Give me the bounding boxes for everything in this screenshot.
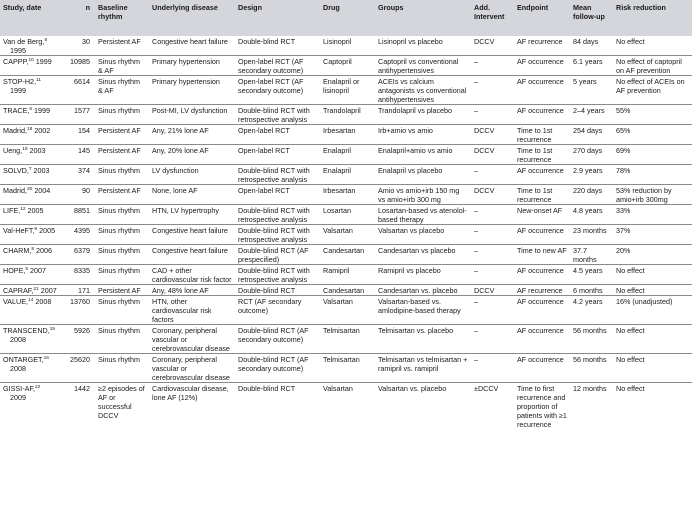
cell-n: 5926 [74, 326, 90, 335]
cell-disease: Congestive heart failure [152, 37, 228, 46]
cell-design: Double-blind RCT [238, 286, 296, 295]
cell-reduction: 33% [616, 206, 631, 215]
cell-groups: Telmisartan vs telmisartan + ramipril vs. ramipril [378, 355, 468, 373]
cell-reduction: 65% [616, 126, 631, 135]
cell-drug: Lisinopril [323, 37, 352, 46]
cell-drug: Enalapril [323, 146, 351, 155]
cell-drug: Valsartan [323, 384, 353, 393]
cell-intervent: – [474, 57, 478, 66]
cell-rhythm: Sinus rhythm [98, 326, 140, 335]
header-followup: Mean follow-up [570, 0, 613, 36]
cell-endpoint: AF occurrence [517, 355, 564, 364]
study-year: 2002 [34, 126, 51, 135]
study-name: ONTARGET, [3, 355, 44, 364]
cell-disease: Any, 21% lone AF [152, 126, 209, 135]
cell-design: Double-blind RCT (AF prespecified) [238, 246, 309, 264]
cell-followup: 37.7 months [573, 246, 597, 264]
table-row [0, 76, 692, 105]
cell-study [0, 205, 60, 225]
cell-groups: ACEIs vs calcium antagonists vs conventional antihypertensives [378, 77, 467, 104]
cell-reduction: 53% reduction by amio+irb 300mg [616, 186, 672, 204]
cell-reduction: No effect of ACEIs on AF prevention [616, 77, 685, 95]
cell-followup: 4.8 years [573, 206, 603, 215]
cell-reduction: No effect [616, 286, 645, 295]
study-name: Madrid, [3, 126, 27, 135]
cell-n: 4395 [74, 226, 90, 235]
cell-drug: Irbesartan [323, 126, 356, 135]
cell-groups: Losartan-based vs atenolol-based therapy [378, 206, 467, 224]
study-name: GISSI-AF, [3, 384, 35, 393]
cell-rhythm: Sinus rhythm [98, 355, 140, 364]
cell-followup: 2–4 years [573, 106, 605, 115]
cell-drug: Valsartan [323, 226, 353, 235]
cell-drug: Candesartan [323, 286, 365, 295]
cell-disease: LV dysfunction [152, 166, 199, 175]
cell-rhythm: Sinus rhythm [98, 226, 140, 235]
cell-disease: Primary hypertension [152, 57, 220, 66]
cell-study [0, 56, 60, 76]
cell-n: 145 [78, 146, 90, 155]
cell-rhythm: Sinus rhythm & AF [98, 77, 140, 95]
cell-groups: Enalapril+amio vs amio [378, 146, 453, 155]
cell-study [0, 296, 60, 325]
cell-endpoint: AF occurrence [517, 226, 564, 235]
cell-disease: Any, 20% lone AF [152, 146, 209, 155]
cell-study [0, 76, 60, 105]
cell-study [0, 265, 60, 285]
study-year: 1999 [10, 86, 26, 95]
study-year: 2004 [34, 186, 51, 195]
study-name: VALUE, [3, 297, 29, 306]
table-row [0, 265, 692, 285]
study-name: Val-HeFT, [3, 226, 35, 235]
study-reference: 19 [22, 147, 28, 152]
study-year: 2009 [10, 393, 26, 402]
cell-followup: 6.1 years [573, 57, 603, 66]
cell-n: 1577 [74, 106, 90, 115]
header-study: Study, date [0, 0, 60, 36]
study-name: TRACE, [3, 106, 30, 115]
study-reference: 15 [49, 327, 56, 332]
cell-groups: Captopril vs conventional antihypertensives [378, 57, 459, 75]
study-reference: 9 [34, 227, 38, 232]
cell-n: 6614 [74, 77, 90, 86]
table-header [0, 0, 692, 36]
cell-groups: Trandolapril vs placebo [378, 106, 453, 115]
cell-drug: Captopril [323, 57, 352, 66]
table-row [0, 125, 692, 145]
cell-drug: Enalapril or lisinopril [323, 77, 360, 95]
cell-design: Double-blind RCT with retrospective analysis [238, 226, 310, 244]
study-reference: 8 [31, 247, 35, 252]
cell-groups: Ramipril vs placebo [378, 266, 441, 275]
cell-reduction: 20% [616, 246, 631, 255]
cell-endpoint: New-onset AF [517, 206, 563, 215]
cell-endpoint: AF occurrence [517, 106, 564, 115]
cell-drug: Valsartan [323, 297, 353, 306]
cell-rhythm: Sinus rhythm [98, 246, 140, 255]
cell-n: 13760 [70, 297, 90, 306]
cell-followup: 4.5 years [573, 266, 603, 275]
study-name: Van de Berg, [3, 37, 45, 46]
cell-design: Double-blind RCT (AF secondary outcome) [238, 326, 309, 344]
cell-endpoint: AF occurrence [517, 166, 564, 175]
table-body [0, 36, 692, 429]
cell-design: Double-blind RCT (AF secondary outcome) [238, 355, 309, 373]
cell-followup: 220 days [573, 186, 603, 195]
cell-reduction: No effect [616, 384, 645, 393]
cell-groups: Candesartan vs placebo [378, 246, 456, 255]
cell-reduction: No effect [616, 266, 645, 275]
study-year: 2007 [40, 286, 57, 295]
cell-endpoint: Time to 1st recurrence [517, 186, 553, 204]
study-reference: 7 [28, 167, 32, 172]
cell-endpoint: AF occurrence [517, 266, 564, 275]
cell-endpoint: Time to first recurrence and proportion of patients with ≥1 recurrence [517, 384, 567, 429]
header-design: Design [235, 0, 320, 36]
cell-intervent: – [474, 355, 478, 364]
cell-intervent: – [474, 106, 478, 115]
study-reference: 21 [33, 287, 39, 292]
cell-drug: Telmisartan [323, 326, 360, 335]
study-year: 2008 [10, 364, 26, 373]
table-row [0, 383, 692, 430]
study-name: Ueng, [3, 146, 23, 155]
cell-study [0, 145, 60, 165]
header-n: n [60, 0, 95, 36]
cell-drug: Telmisartan [323, 355, 360, 364]
cell-intervent: – [474, 326, 478, 335]
table-row [0, 225, 692, 245]
cell-rhythm: Sinus rhythm [98, 297, 140, 306]
cell-rhythm: Persistent AF [98, 286, 141, 295]
cell-rhythm: Sinus rhythm & AF [98, 57, 140, 75]
cell-design: Double-blind RCT with retrospective analysis [238, 206, 310, 224]
cell-reduction: No effect [616, 326, 645, 335]
cell-intervent: – [474, 166, 478, 175]
cell-endpoint: AF occurrence [517, 57, 564, 66]
cell-design: Open-label RCT [238, 146, 290, 155]
cell-intervent: DCCV [474, 286, 495, 295]
header-disease: Underlying disease [149, 0, 235, 36]
cell-drug: Ramipril [323, 266, 350, 275]
cell-design: Open-label RCT [238, 186, 290, 195]
cell-reduction: 78% [616, 166, 631, 175]
cell-rhythm: Sinus rhythm [98, 106, 140, 115]
cell-endpoint: AF recurrence [517, 37, 563, 46]
cell-study [0, 285, 60, 296]
study-year: 1999 [34, 106, 51, 115]
cell-design: Open-label RCT (AF secondary outcome) [238, 77, 304, 95]
study-year: 2007 [30, 266, 47, 275]
cell-design: Double-blind RCT [238, 384, 296, 393]
cell-n: 25620 [70, 355, 90, 364]
cell-n: 171 [78, 286, 90, 295]
cell-followup: 270 days [573, 146, 603, 155]
study-reference: 16 [43, 356, 49, 361]
cell-study [0, 245, 60, 265]
study-year: 2003 [33, 166, 50, 175]
table-row [0, 145, 692, 165]
cell-n: 8335 [74, 266, 90, 275]
study-reference: 8 [44, 38, 48, 43]
table-row [0, 325, 692, 354]
study-name: STOP-H2, [3, 77, 37, 86]
cell-reduction: 69% [616, 146, 631, 155]
cell-n: 1442 [74, 384, 90, 393]
cell-disease: Congestive heart failure [152, 246, 228, 255]
cell-reduction: No effect of captopril on AF prevention [616, 57, 682, 75]
cell-endpoint: AF occurrence [517, 326, 564, 335]
study-reference: 18 [26, 127, 33, 132]
cell-rhythm: Persistent AF [98, 126, 141, 135]
table-row [0, 185, 692, 205]
cell-drug: Trandolapril [323, 106, 361, 115]
cell-design: RCT (AF secondary outcome) [238, 297, 302, 315]
cell-intervent: – [474, 297, 478, 306]
cell-design: Open-label RCT (AF secondary outcome) [238, 57, 304, 75]
study-year: 2005 [27, 206, 44, 215]
cell-groups: Valsartan vs placebo [378, 226, 445, 235]
cell-intervent: DCCV [474, 146, 495, 155]
table-row [0, 56, 692, 76]
cell-drug: Candesartan [323, 246, 365, 255]
cell-groups: Enalapril vs placebo [378, 166, 443, 175]
cell-endpoint: Time to 1st recurrence [517, 146, 553, 164]
study-reference: 20 [26, 187, 33, 192]
cell-drug: Losartan [323, 206, 351, 215]
cell-n: 154 [78, 126, 90, 135]
study-year: 2008 [10, 335, 26, 344]
cell-groups: Lisinopril vs placebo [378, 37, 443, 46]
cell-intervent: – [474, 206, 478, 215]
study-reference: 10 [28, 58, 34, 63]
cell-followup: 84 days [573, 37, 599, 46]
cell-n: 90 [82, 186, 90, 195]
cell-followup: 254 days [573, 126, 603, 135]
study-year: 2008 [35, 297, 52, 306]
cell-followup: 2.9 years [573, 166, 603, 175]
table-row [0, 296, 692, 325]
cell-intervent: DCCV [474, 186, 495, 195]
study-reference: 11 [36, 78, 42, 83]
header-drug: Drug [320, 0, 375, 36]
cell-design: Double-blind RCT [238, 37, 296, 46]
cell-n: 6379 [74, 246, 90, 255]
cell-drug: Enalapril [323, 166, 351, 175]
cell-study [0, 225, 60, 245]
cell-study [0, 354, 60, 383]
cell-reduction: No effect [616, 37, 645, 46]
cell-endpoint: AF occurrence [517, 77, 564, 86]
study-name: LIFE, [3, 206, 21, 215]
cell-study [0, 325, 60, 354]
study-name: Madrid, [3, 186, 27, 195]
study-name: TRANSCEND, [3, 326, 50, 335]
table-row [0, 205, 692, 225]
table-row [0, 245, 692, 265]
cell-design: Double-blind RCT with retrospective analysis [238, 106, 310, 124]
cell-disease: Any, 48% lone AF [152, 286, 209, 295]
cell-study [0, 165, 60, 185]
study-year: 2006 [36, 246, 53, 255]
table-row [0, 354, 692, 383]
cell-followup: 56 months [573, 355, 607, 364]
study-year: 2003 [29, 146, 46, 155]
cell-reduction: 37% [616, 226, 631, 235]
study-name: CHARM, [3, 246, 32, 255]
cell-groups: Telmisartan vs. placebo [378, 326, 454, 335]
study-reference: 6 [29, 107, 33, 112]
cell-endpoint: Time to new AF [517, 246, 567, 255]
cell-design: Open-label RCT [238, 126, 290, 135]
cell-rhythm: Persistent AF [98, 37, 141, 46]
table-row [0, 105, 692, 125]
header-rhythm: Baseline rhythm [95, 0, 149, 36]
cell-followup: 12 months [573, 384, 607, 393]
cell-n: 10985 [70, 57, 90, 66]
study-reference: 22 [34, 385, 41, 390]
study-name: CAPPP, [3, 57, 29, 66]
study-name: HOPE, [3, 266, 26, 275]
cell-rhythm: Sinus rhythm [98, 166, 140, 175]
table-row [0, 165, 692, 185]
cell-design: Double-blind RCT with retrospective analysis [238, 166, 310, 184]
cell-groups: Irb+amio vs amio [378, 126, 433, 135]
cell-followup: 56 months [573, 326, 607, 335]
cell-followup: 5 years [573, 77, 597, 86]
cell-intervent: – [474, 246, 478, 255]
cell-design: Double-blind RCT with retrospective analysis [238, 266, 310, 284]
cell-study [0, 383, 60, 430]
cell-disease: HTN, other cardiovascular risk factors [152, 297, 212, 324]
cell-intervent: DCCV [474, 37, 495, 46]
header-row [0, 0, 692, 36]
cell-intervent: DCCV [474, 126, 495, 135]
cell-disease: Primary hypertension [152, 77, 220, 86]
cell-intervent: – [474, 226, 478, 235]
cell-disease: Post-MI, LV dysfunction [152, 106, 228, 115]
cell-disease: HTN, LV hypertrophy [152, 206, 219, 215]
cell-disease: Congestive heart failure [152, 226, 228, 235]
cell-disease: CAD + other cardiovascular risk factor [152, 266, 232, 284]
cell-endpoint: AF recurrence [517, 286, 563, 295]
cell-endpoint: AF occurrence [517, 297, 564, 306]
cell-reduction: No effect [616, 355, 645, 364]
cell-study [0, 105, 60, 125]
header-endpoint: Endpoint [514, 0, 570, 36]
cell-n: 374 [78, 166, 90, 175]
header-groups: Groups [375, 0, 471, 36]
cell-study [0, 36, 60, 56]
header-intervent: Add. Intervent [471, 0, 514, 36]
study-reference: 12 [20, 207, 26, 212]
cell-rhythm: Sinus rhythm [98, 266, 140, 275]
cell-intervent: – [474, 77, 478, 86]
cell-groups: Candesartan vs. placebo [378, 286, 458, 295]
cell-n: 30 [82, 37, 90, 46]
cell-rhythm: ≥2 episodes of AF or successful DCCV [98, 384, 145, 420]
cell-rhythm: Sinus rhythm [98, 206, 140, 215]
cell-followup: 6 months [573, 286, 603, 295]
cell-rhythm: Persistent AF [98, 186, 141, 195]
cell-groups: Valsartan vs. placebo [378, 384, 447, 393]
study-year: 1995 [10, 46, 26, 55]
cell-reduction: 55% [616, 106, 631, 115]
study-year: 1999 [35, 57, 52, 66]
study-name: CAPRAF, [3, 286, 34, 295]
cell-study [0, 185, 60, 205]
cell-disease: None, lone AF [152, 186, 198, 195]
study-reference: 14 [28, 298, 34, 303]
study-year: 2005 [39, 226, 56, 235]
cell-disease: Coronary, peripheral vascular or cerebrovascular disease [152, 326, 230, 353]
cell-rhythm: Persistent AF [98, 146, 141, 155]
table-row [0, 285, 692, 296]
header-reduction: Risk reduction [613, 0, 692, 36]
cell-endpoint: Time to 1st recurrence [517, 126, 553, 144]
cell-disease: Coronary, peripheral vascular or cerebrovascular disease [152, 355, 230, 382]
cell-groups: Amio vs amio+irb 150 mg vs amio+irb 300 mg [378, 186, 460, 204]
cell-followup: 23 months [573, 226, 607, 235]
cell-disease: Cardiovascular disease, lone AF (12%) [152, 384, 229, 402]
cell-groups: Valsartan-based vs. amlodipine-based therapy [378, 297, 461, 315]
table-row [0, 36, 692, 56]
cell-intervent: – [474, 266, 478, 275]
cell-drug: Irbesartan [323, 186, 356, 195]
cell-reduction: 16% (unadjusted) [616, 297, 673, 306]
cell-intervent: ±DCCV [474, 384, 499, 393]
study-name: SOLVD, [3, 166, 29, 175]
cell-followup: 4.2 years [573, 297, 603, 306]
cell-n: 8851 [74, 206, 90, 215]
study-reference: 5 [25, 267, 29, 272]
cell-study [0, 125, 60, 145]
